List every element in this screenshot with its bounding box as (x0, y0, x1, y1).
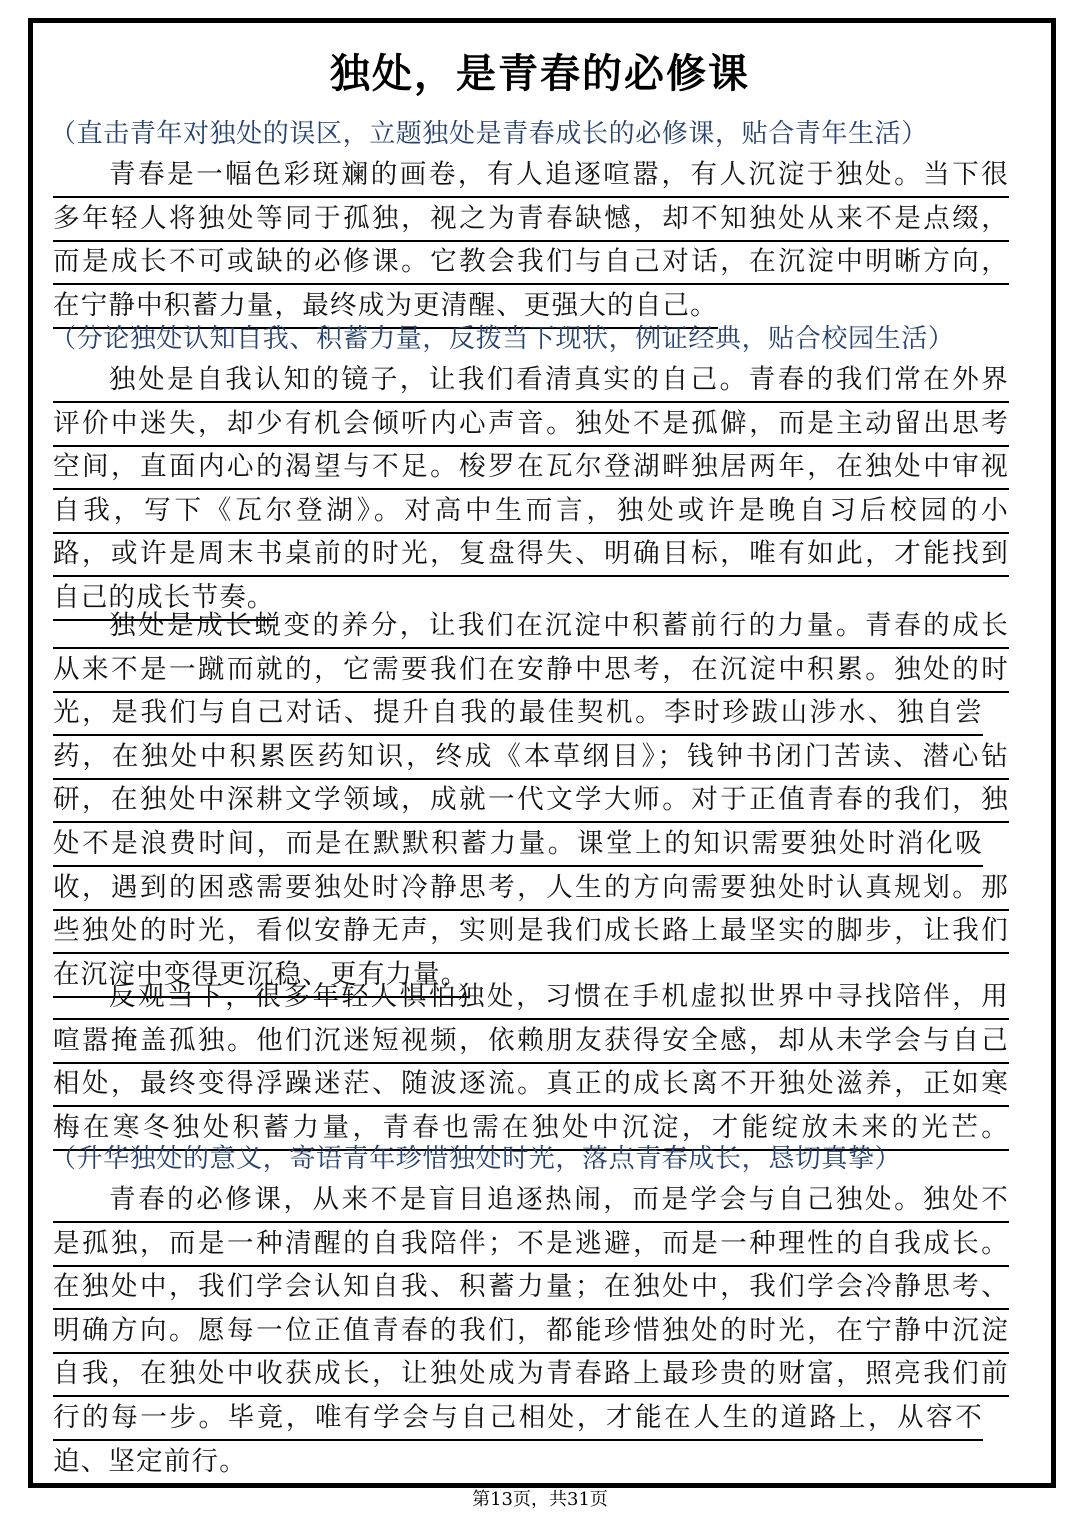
paragraph-line: 从来不是一蹴而就的，它需要我们在安静中思考，在沉淀中积累。独处的时 (53, 650, 1023, 694)
annotation-note-3: （升华独处的意义，寄语青年珍惜独处时光，落点青春成长，恳切真挚） (50, 1144, 902, 1174)
paragraph-line: 明确方向。愿每一位正值青春的我们，都能珍惜独处的时光，在宁静中沉淀 (53, 1311, 1023, 1355)
paragraph-line: 在宁静中积蓄力量，最终成为更清醒、更强大的自己。 (53, 286, 1023, 330)
paragraph-line: 行的每一步。毕竟，唯有学会与自己相处，才能在人生的道路上，从容不 (53, 1398, 1023, 1442)
paragraph-line: 处不是浪费时间，而是在默默积蓄力量。课堂上的知识需要独处时消化吸 (53, 824, 1023, 868)
annotation-note-1: （直击青年对独处的误区，立题独处是青春成长的必修课，贴合青年生活） (50, 119, 928, 149)
paragraph-line: 而是成长不可或缺的必修课。它教会我们与自己对话，在沉淀中明晰方向， (53, 242, 1023, 286)
paragraph-line: 自己的成长节奏。 (53, 578, 1023, 622)
annotation-note-2: （分论独处认知自我、积蓄力量，反拨当下现状，例证经典，贴合校园生活） (50, 324, 955, 354)
paragraph-line: 反观当下，很多年轻人惧怕独处，习惯在手机虚拟世界中寻找陪伴，用 (53, 977, 1023, 1021)
paragraph-line: 在独处中，我们学会认知自我、积蓄力量；在独处中，我们学会冷静思考、 (53, 1267, 1023, 1311)
page-number: 第13页，共31页 (472, 1489, 608, 1510)
paragraph-line: 自我，写下《瓦尔登湖》。对高中生而言，独处或许是晚自习后校园的小 (53, 491, 1023, 535)
paragraph-3 (53, 606, 1023, 998)
paragraph-line: 研，在独处中深耕文学领域，成就一代文学大师。对于正值青春的我们，独 (53, 780, 1023, 824)
paragraph-5 (53, 1180, 1023, 1485)
paragraph-line: 空间，直面内心的渴望与不足。梭罗在瓦尔登湖畔独居两年，在独处中审视 (53, 447, 1023, 491)
paragraph-line: 多年轻人将独处等同于孤独，视之为青春缺憾，却不知独处从来不是点缀， (53, 199, 1023, 243)
paragraph-line: 在沉淀中变得更沉稳、更有力量。 (53, 955, 1023, 999)
paragraph-line: 是孤独，而是一种清醒的自我陪伴；不是逃避，而是一种理性的自我成长。 (53, 1224, 1023, 1268)
paragraph-line: 梅在寒冬独处积蓄力量，青春也需在独处中沉淀，才能绽放未来的光芒。 (53, 1108, 1023, 1152)
paragraph-4 (53, 977, 1023, 1151)
paragraph-line: 光，是我们与自己对话、提升自我的最佳契机。李时珍跋山涉水、独自尝 (53, 693, 1023, 737)
paragraph-1 (53, 155, 1023, 329)
paragraph-line: 相处，最终变得浮躁迷茫、随波逐流。真正的成长离不开独处滋养，正如寒 (53, 1064, 1023, 1108)
paragraph-line: 路，或许是周末书桌前的时光，复盘得失、明确目标，唯有如此，才能找到 (53, 534, 1023, 578)
paragraph-line: 药，在独处中积累医药知识，终成《本草纲目》；钱钟书闭门苦读、潜心钻 (53, 737, 1023, 781)
paragraph-line: 些独处的时光，看似安静无声，实则是我们成长路上最坚实的脚步，让我们 (53, 911, 1023, 955)
paragraph-line: 青春是一幅色彩斑斓的画卷，有人追逐喧嚣，有人沉淀于独处。当下很 (53, 155, 1023, 199)
paragraph-line: 评价中迷失，却少有机会倾听内心声音。独处不是孤僻，而是主动留出思考 (53, 404, 1023, 448)
paragraph-line: 迫、坚定前行。 (53, 1442, 1023, 1486)
essay-title: 独处，是青春的必修课 (330, 51, 750, 97)
paragraph-line: 收，遇到的困惑需要独处时冷静思考，人生的方向需要独处时认真规划。那 (53, 868, 1023, 912)
paragraph-2 (53, 360, 1023, 622)
paragraph-line: 喧嚣掩盖孤独。他们沉迷短视频，依赖朋友获得安全感，却从未学会与自己 (53, 1021, 1023, 1065)
paragraph-line: 独处是成长蜕变的养分，让我们在沉淀中积蓄前行的力量。青春的成长 (53, 606, 1023, 650)
paragraph-line: 独处是自我认知的镜子，让我们看清真实的自己。青春的我们常在外界 (53, 360, 1023, 404)
paragraph-line: 自我，在独处中收获成长，让独处成为青春路上最珍贵的财富，照亮我们前 (53, 1354, 1023, 1398)
paragraph-line: 青春的必修课，从来不是盲目追逐热闹，而是学会与自己独处。独处不 (53, 1180, 1023, 1224)
